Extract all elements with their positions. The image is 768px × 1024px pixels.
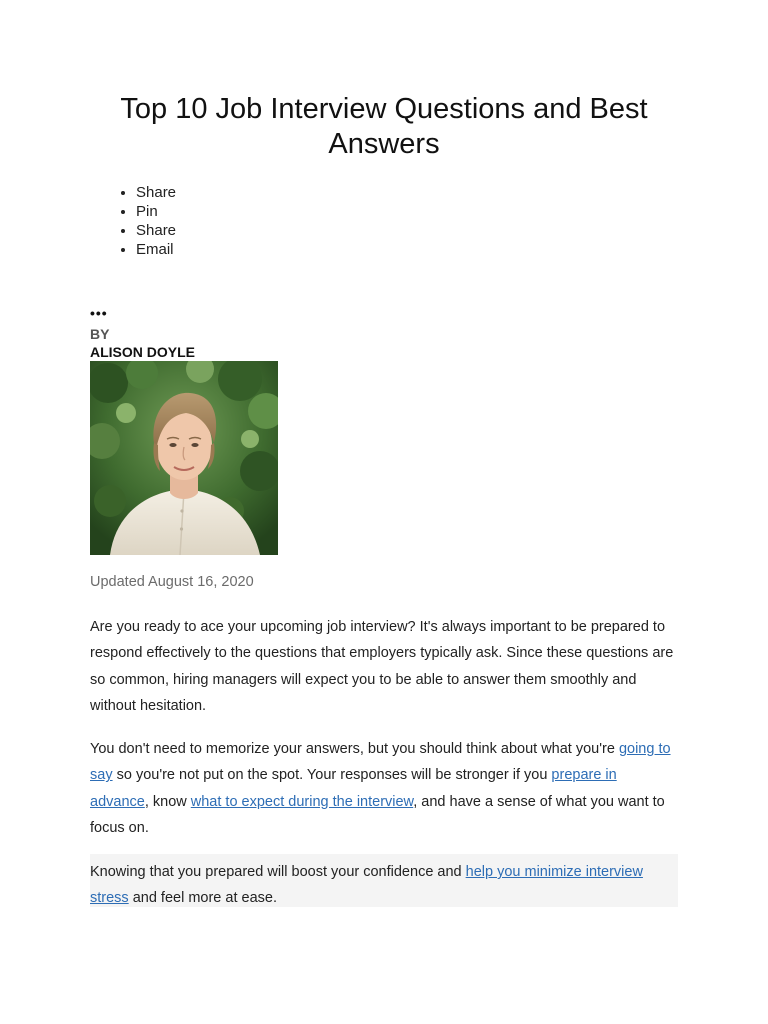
minimize-interview-stress-link[interactable]: help you minimize interview stress [90, 864, 643, 907]
paragraph-text: and feel more at ease. [128, 890, 277, 907]
what-to-expect-link[interactable]: what to expect during the interview [190, 793, 414, 810]
author-photo-image [90, 361, 278, 555]
byline-prefix: BY [90, 326, 110, 342]
more-options-icon[interactable]: ••• [90, 305, 108, 321]
share-item-label[interactable]: Share [136, 222, 177, 239]
callout-paragraph [90, 859, 678, 912]
paragraph-text: You don't need to memorize your answers, but you should think about what you're [90, 741, 619, 757]
author-photo [90, 361, 278, 555]
prepare-in-advance-link[interactable]: prepare in advance [90, 767, 617, 810]
share-item-label[interactable]: Share [136, 184, 177, 201]
author-name[interactable]: ALISON DOYLE [90, 344, 196, 360]
going-to-say-link[interactable]: going to say [90, 741, 671, 784]
share-list [90, 183, 176, 259]
email-item-label[interactable]: Email [136, 241, 174, 258]
article-title: Top 10 Job Interview Questions and Best Answers [120, 93, 648, 160]
highlight-callout [90, 854, 678, 907]
email-item[interactable] [136, 240, 176, 259]
paragraph-text: , know [144, 793, 191, 810]
share-item[interactable] [136, 183, 176, 202]
pin-item-label[interactable]: Pin [136, 203, 158, 220]
paragraph-text: Knowing that you prepared will boost your confidence and [90, 864, 466, 880]
pin-item[interactable] [136, 202, 176, 221]
paragraph-text: , and have a sense of what you want to focus on. [90, 793, 665, 836]
paragraph-text: so you're not put on the spot. Your responses will be stronger if you [112, 767, 552, 784]
intro-paragraph: Are you ready to ace your upcoming job interview? It's always important to be prepared to respond effectively to the questions that employers typically ask. Since these questions are so common, hiring managers will expect you to be able to answer them smoothly and without hesitation. [90, 619, 674, 714]
updated-date: Updated August 16, 2020 [90, 574, 254, 590]
share-item[interactable] [136, 221, 176, 240]
second-paragraph [90, 736, 678, 841]
